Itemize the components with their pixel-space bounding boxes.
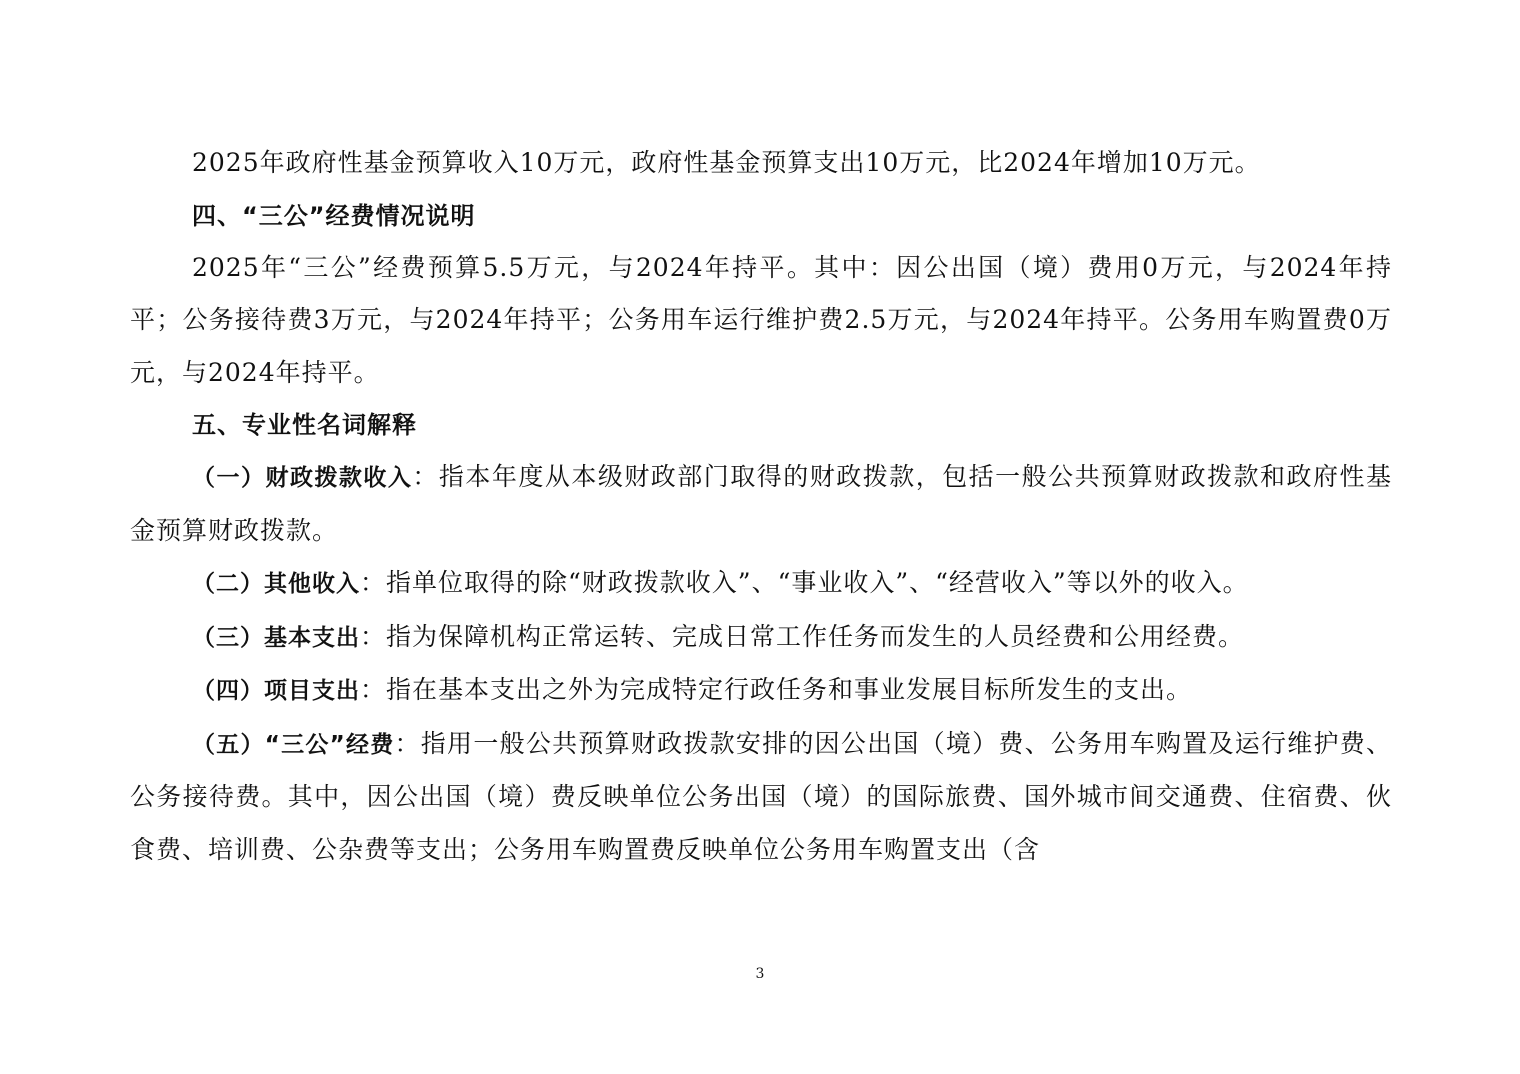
term-definition-three-public — [130, 718, 1392, 877]
term-definition-project-expenditure — [130, 664, 1392, 718]
fund-budget-paragraph: 2025年政府性基金预算收入10万元，政府性基金预算支出10万元，比2024年增加10万元。 — [192, 148, 1261, 177]
term-text: ：指用一般公共预算财政拨款安排的因公出国（境）费、公务用车购置及运行维护费、公务接待费。其中，因公出国（境）费反映单位公务出国（境）的国际旅费、国外城市间交通费、住宿费、伙食费、培训费、公杂费等支出；公务用车购置费反映单位公务用车购置支出（含 — [130, 728, 1393, 864]
section-heading-three-public: 四、“三公”经费情况说明 — [192, 201, 476, 230]
document-body — [130, 137, 1392, 876]
term-text: ：指为保障机构正常运转、完成日常工作任务而发生的人员经费和公用经费。 — [360, 621, 1245, 651]
term-label: （二）其他收入 — [192, 571, 360, 597]
term-text: ：指本年度从本级财政部门取得的财政拨款，包括一般公共预算财政拨款和政府性基金预算财政拨款。 — [130, 462, 1392, 545]
section-heading-terms: 五、专业性名词解释 — [192, 411, 417, 439]
term-text: ：指在基本支出之外为完成特定行政任务和事业发展目标所发生的支出。 — [360, 675, 1193, 704]
three-public-expenses-paragraph: 2025年“三公”经费预算5.5万元，与2024年持平。其中：因公出国（境）费用0万元，与2024年持平；公务接待费3万元，与2024年持平；公务用车运行维护费2.5万元，与2024年持平。公务用车购置费0万元，与2024年持平。 — [130, 252, 1392, 387]
term-label: （三）基本支出 — [192, 624, 360, 651]
term-definition-other-income — [130, 557, 1392, 611]
term-label: （一）财政拨款收入 — [192, 465, 413, 491]
term-label: （五）“三公”经费 — [192, 731, 395, 758]
term-label: （四）项目支出 — [192, 678, 360, 704]
term-definition-basic-expenditure — [130, 611, 1392, 665]
term-definition-fiscal-appropriation — [130, 451, 1392, 557]
term-text: ：指单位取得的除“财政拨款收入”、“事业收入”、“经营收入”等以外的收入。 — [360, 568, 1249, 597]
page-number: 3 — [755, 966, 765, 982]
